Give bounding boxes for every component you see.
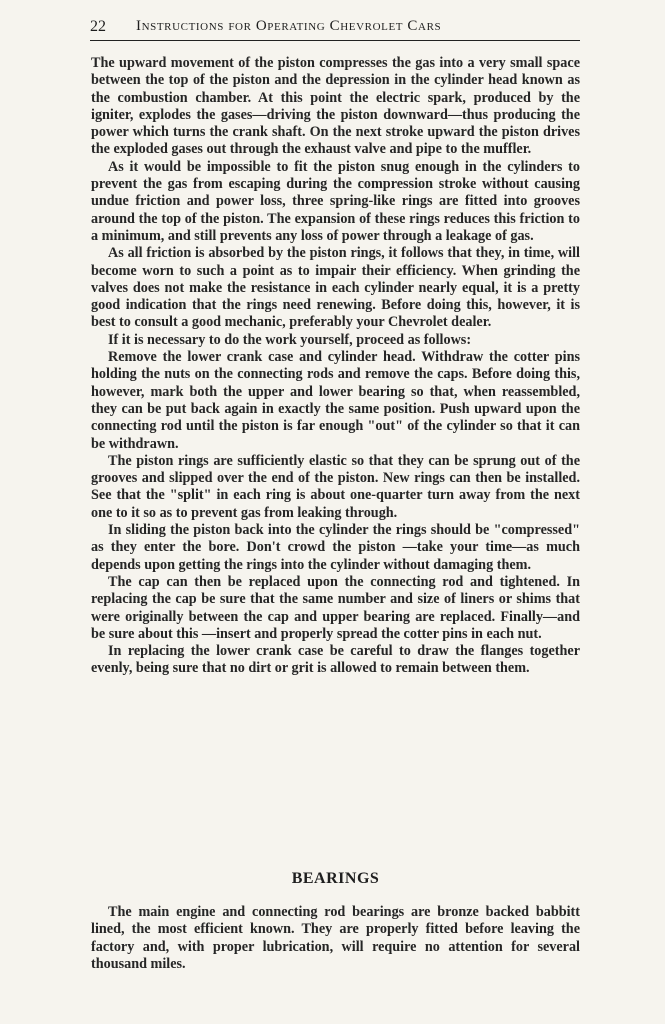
paragraph: The main engine and connecting rod bearings are bronze backed babbitt lined, the most efficient known. They are properly fitted before leaving the factory and, with proper lubrication, will require no attention for several thousand miles. [91, 904, 580, 972]
paragraph: In replacing the lower crank case be careful to draw the flanges together evenly, being sure that no dirt or grit is allowed to remain between them. [91, 643, 580, 677]
paragraph: The cap can then be replaced upon the connecting rod and tightened. In replacing the cap be sure that the same number and size of liners or shims that were originally between the cap and upper bearing are replaced. Finally—and be sure about this —insert and properly spread the cotter pins in each nut. [91, 573, 580, 642]
paragraph: If it is necessary to do the work yourself, proceed as follows: [108, 331, 472, 348]
paragraph: Remove the lower crank case and cylinder head. Withdraw the cotter pins holding the nuts on the connecting rods and remove the caps. Before doing this, however, mark both the upper and lower bearing so that, when reassembled, they can be put back again in exactly the same position. Push upward upon the connecting rod until the piston is far enough "out" of the cylinder so that it can be withdrawn. [91, 349, 580, 452]
section-heading: BEARINGS [291, 870, 380, 887]
section-text [91, 904, 580, 973]
paragraph: The piston rings are sufficiently elastic so that they can be sprung out of the grooves and slipped over the end of the piston. New rings can then be installed. See that the "split" in each ring is about one-quarter turn away from the next one to it so as to prevent gas from leaking through. [91, 452, 580, 521]
paragraph: The upward movement of the piston compresses the gas into a very small space between the top of the piston and the depression in the cylinder head known as the combustion chamber. At this point the electric spark, produced by the igniter, explodes the gases—driving the piston downward—thus producing the power which turns the crank shaft. On the next stroke upward the piston drives the exploded gases out through the exhaust valve and pipe to the muffler. [91, 55, 580, 158]
running-header [90, 16, 580, 41]
running-title: Instructions for Operating Chevrolet Cars [136, 18, 442, 34]
body-text [91, 55, 580, 678]
paragraph: As it would be impossible to fit the piston snug enough in the cylinders to prevent the gas from escaping during the compression stroke without causing undue friction and power loss, three spring-like rings are fitted into grooves around the top of the piston. The expansion of these rings reduces this friction to a minimum, and still prevents any loss of power through a leakage of gas. [91, 158, 580, 244]
page-number: 22 [90, 18, 106, 35]
paragraph: As all friction is absorbed by the piston rings, it follows that they, in time, will become worn to such a point as to impair their efficiency. When grinding the valves does not make the resistance in each cylinder nearly equal, it is a pretty good indication that the rings need renewing. Before doing this, however, it is best to consult a good mechanic, preferably your Chevrolet dealer. [91, 245, 580, 331]
paragraph: In sliding the piston back into the cylinder the rings should be "compressed" as they enter the bore. Don't crowd the piston —take your time—as much depends upon getting the rings into the cylinder without damaging them. [91, 522, 580, 573]
